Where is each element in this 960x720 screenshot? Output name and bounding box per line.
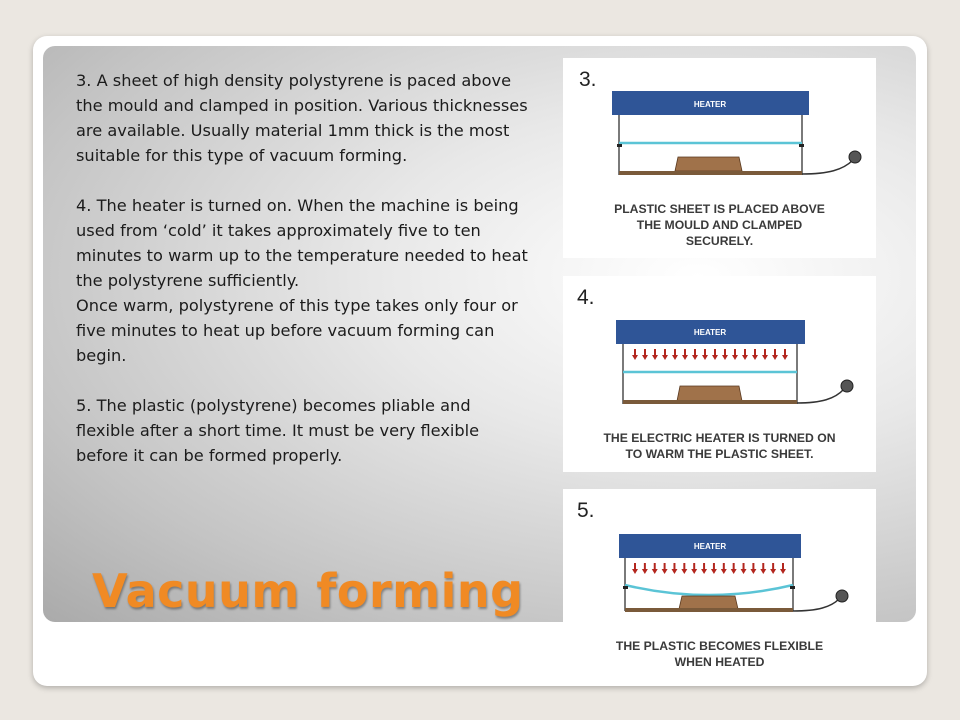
slide-title: Vacuum forming (92, 564, 524, 618)
heat-arrow-head (711, 569, 717, 574)
heat-arrow-head (632, 355, 638, 360)
heat-arrow-head (731, 569, 737, 574)
heat-arrow-head (760, 569, 766, 574)
vacuum-hose (793, 599, 839, 611)
clamp-left (617, 144, 622, 147)
heat-arrow-head (752, 355, 758, 360)
heat-arrow-head (672, 355, 678, 360)
heater-label: HEATER (693, 100, 727, 109)
clamp-right (799, 144, 804, 147)
heat-arrow-head (701, 569, 707, 574)
paragraph-step-3: 3. A sheet of high density polystyrene is paced above the mould and clamped in position. Various thicknesses are available. Usually material 1mm thick is the most suitable for this type of vacuum forming. (76, 71, 528, 165)
sagging-plastic-sheet (625, 585, 793, 595)
vacuum-hose (802, 160, 853, 174)
heater-label: HEATER (693, 328, 727, 337)
heat-arrow-head (632, 569, 638, 574)
heat-arrow-head (652, 355, 658, 360)
heat-arrow-head (642, 355, 648, 360)
heat-arrow-head (780, 569, 786, 574)
clamp-right (790, 586, 795, 589)
vacuum-pump-knob (841, 380, 853, 392)
diagram-caption: THE PLASTIC BECOMES FLEXIBLE WHEN HEATED (615, 639, 824, 669)
diagram-step-4 (563, 276, 876, 472)
heat-arrow-head (652, 569, 658, 574)
heat-arrow-head (712, 355, 718, 360)
mould (675, 157, 742, 171)
mould (679, 596, 738, 609)
heat-arrow-head (671, 569, 677, 574)
vacuum-hose (797, 389, 844, 403)
platen (619, 171, 802, 175)
platen (625, 608, 793, 612)
diagram-caption: PLASTIC SHEET IS PLACED ABOVE THE MOULD AND CLAMPED SECURELY. (614, 202, 825, 248)
heat-arrow-head (691, 569, 697, 574)
heat-arrow-head (721, 569, 727, 574)
diagram-caption: THE ELECTRIC HEATER IS TURNED ON TO WARM THE PLASTIC SHEET. (603, 431, 836, 461)
diagram-step-number: 3. (579, 68, 597, 91)
heat-arrow-head (642, 569, 648, 574)
heat-arrows (632, 349, 788, 360)
vacuum-pump-knob (849, 151, 861, 163)
mould (677, 386, 742, 401)
heater-label: HEATER (693, 542, 727, 551)
heat-arrow-head (681, 569, 687, 574)
body-text (76, 68, 528, 468)
heat-arrow-head (722, 355, 728, 360)
heat-arrow-head (692, 355, 698, 360)
vacuum-pump-knob (836, 590, 848, 602)
heat-arrow-head (662, 569, 668, 574)
diagram-step-5 (563, 489, 876, 679)
heat-arrow-head (770, 569, 776, 574)
heat-arrow-head (742, 355, 748, 360)
heat-arrow-head (662, 355, 668, 360)
paragraph-step-4: 4. The heater is turned on. When the machine is being used from ‘cold’ it takes approximately five to ten minutes to warm up to the temperature needed to heat the polystyrene sufficiently. (76, 196, 528, 290)
paragraph-step-5: 5. The plastic (polystyrene) becomes pliable and flexible after a short time. It must be very flexible before it can be formed properly. (76, 396, 480, 465)
heat-arrow-head (782, 355, 788, 360)
heat-arrows (632, 563, 786, 574)
diagram-step-3 (563, 58, 876, 258)
heat-arrow-head (702, 355, 708, 360)
diagram-step-number: 4. (577, 286, 595, 309)
heat-arrow-head (762, 355, 768, 360)
diagram-step-number: 5. (577, 499, 595, 522)
heat-arrow-head (750, 569, 756, 574)
paragraph-step-4-continued: Once warm, polystyrene of this type takes only four or five minutes to heat up before vacuum forming can begin. (76, 296, 518, 365)
heat-arrow-head (741, 569, 747, 574)
heat-arrow-head (772, 355, 778, 360)
heat-arrow-head (732, 355, 738, 360)
clamp-left (623, 586, 628, 589)
platen (623, 400, 797, 404)
heat-arrow-head (682, 355, 688, 360)
